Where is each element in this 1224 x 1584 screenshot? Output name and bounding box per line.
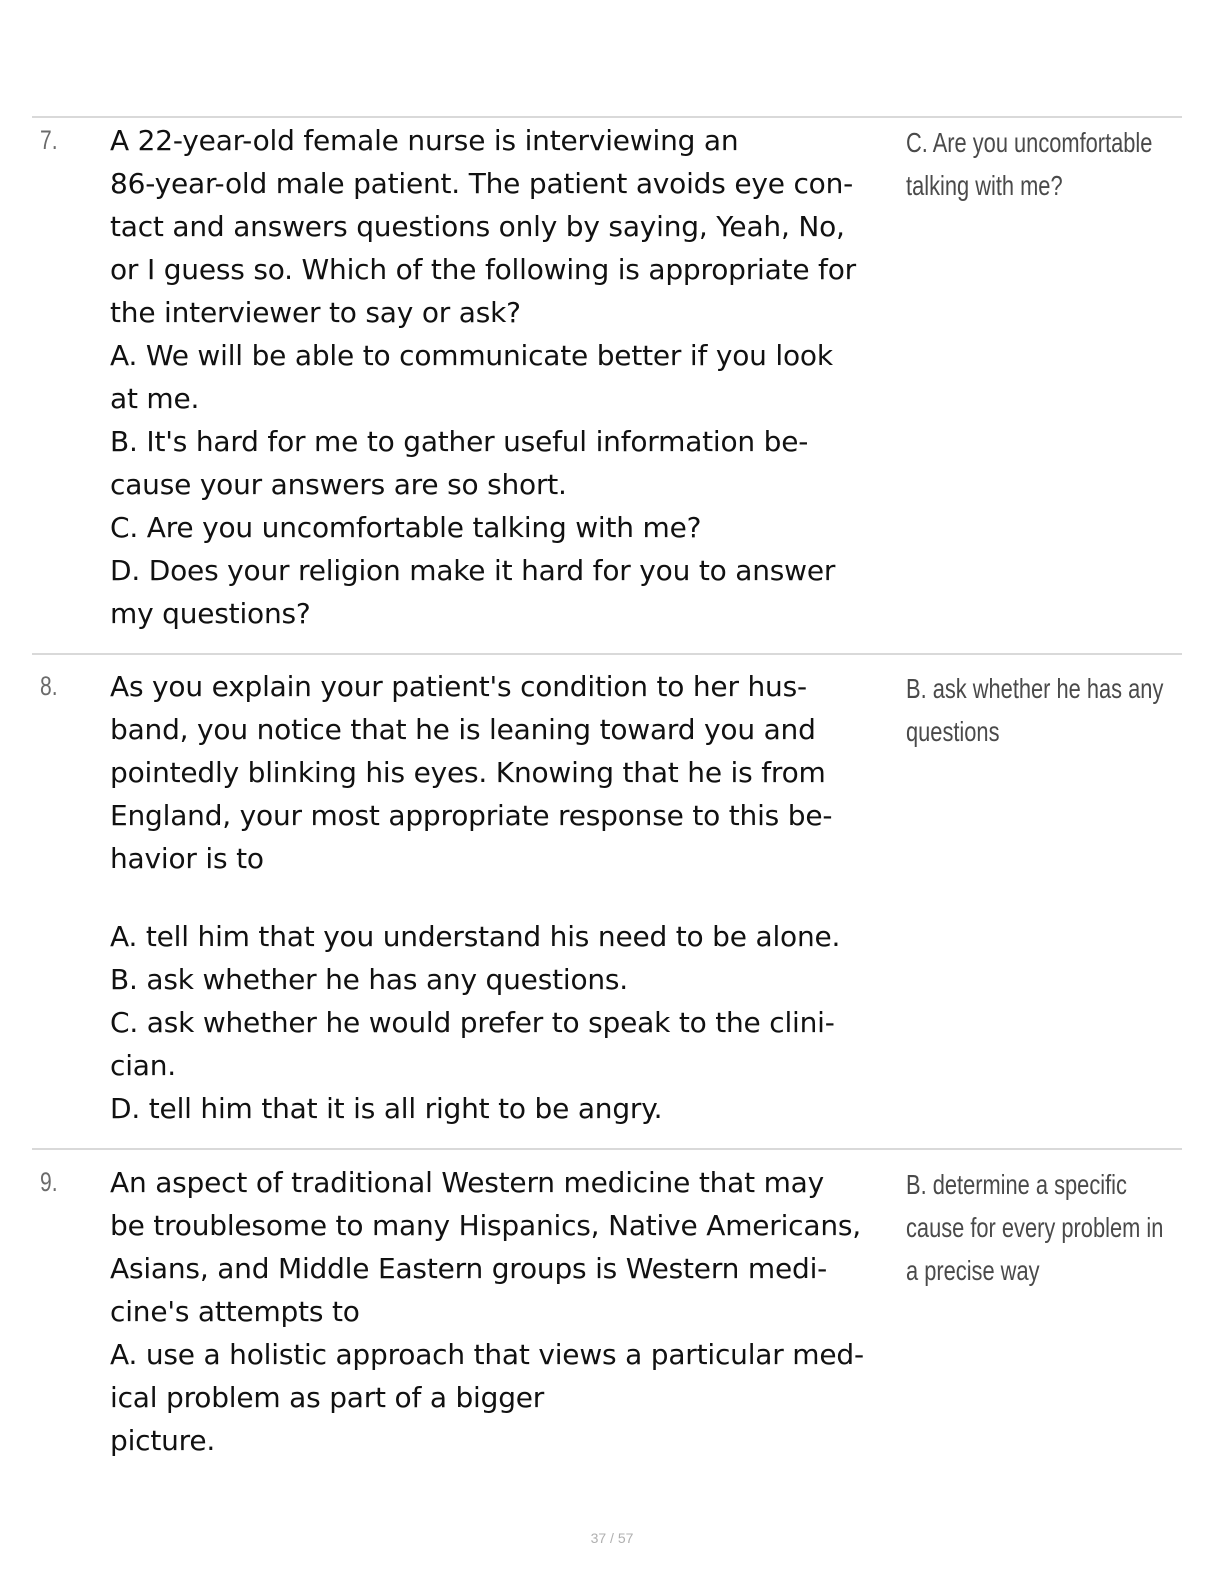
option-b-continued: cause your answers are so short. [110,468,567,501]
question-line: England, your most appropriate response to this be- [110,799,833,832]
question-line: tact and answers questions only by saying, Yeah, No, [110,210,845,243]
question-line: cine's attempts to [110,1295,360,1328]
divider [32,116,1182,118]
answer-text [906,121,1224,207]
question-line: A 22-year-old female nurse is interviewing an [110,124,739,157]
answer-text [906,667,1224,753]
question-line: pointedly blinking his eyes. Knowing that he is from [110,756,826,789]
question-line: An aspect of traditional Western medicine that may [110,1166,824,1199]
option-c: C. Are you uncomfortable talking with me? [110,511,702,544]
question-line: band, you notice that he is leaning toward you and [110,713,816,746]
answer-line: questions [906,716,1000,747]
page-number: 37 / 57 [590,1530,634,1546]
question-line: Asians, and Middle Eastern groups is Western medi- [110,1252,828,1285]
option-d: D. tell him that it is all right to be angry. [110,1092,663,1125]
option-a: A. use a holistic approach that views a particular med- [110,1338,864,1371]
question-line: be troublesome to many Hispanics, Native Americans, [110,1209,861,1242]
option-c-continued: cian. [110,1049,176,1082]
question-line: the interviewer to say or ask? [110,296,521,329]
option-a-continued: picture. [110,1424,216,1457]
question-line: havior is to [110,842,264,875]
divider [32,1148,1182,1150]
question-text [110,665,900,1130]
divider [32,653,1182,655]
question-number: 7. [40,125,58,155]
question-text [110,1161,900,1462]
option-d: D. Does your religion make it hard for you to answer [110,554,836,587]
option-a: A. We will be able to communicate better if you look [110,339,833,372]
question-line: or I guess so. Which of the following is appropriate for [110,253,856,286]
option-d-continued: my questions? [110,597,311,630]
answer-line: talking with me? [906,170,1063,201]
answer-line: B. ask whether he has any [906,673,1164,704]
answer-line: cause for every problem in [906,1212,1164,1243]
answer-line: B. determine a specific [906,1169,1127,1200]
option-b: B. It's hard for me to gather useful information be- [110,425,809,458]
question-text [110,119,900,635]
option-a-continued: ical problem as part of a bigger [110,1381,545,1414]
option-a-continued: at me. [110,382,200,415]
question-number: 8. [40,671,58,701]
blank-line [110,880,900,915]
answer-line: a precise way [906,1255,1040,1286]
option-b: B. ask whether he has any questions. [110,963,629,996]
question-number: 9. [40,1167,58,1197]
question-line: As you explain your patient's condition to her hus- [110,670,807,703]
answer-line: C. Are you uncomfortable [906,127,1153,158]
option-c: C. ask whether he would prefer to speak to the clini- [110,1006,835,1039]
question-line: 86-year-old male patient. The patient avoids eye con- [110,167,854,200]
answer-text [906,1163,1224,1292]
option-a: A. tell him that you understand his need to be alone. [110,920,841,953]
